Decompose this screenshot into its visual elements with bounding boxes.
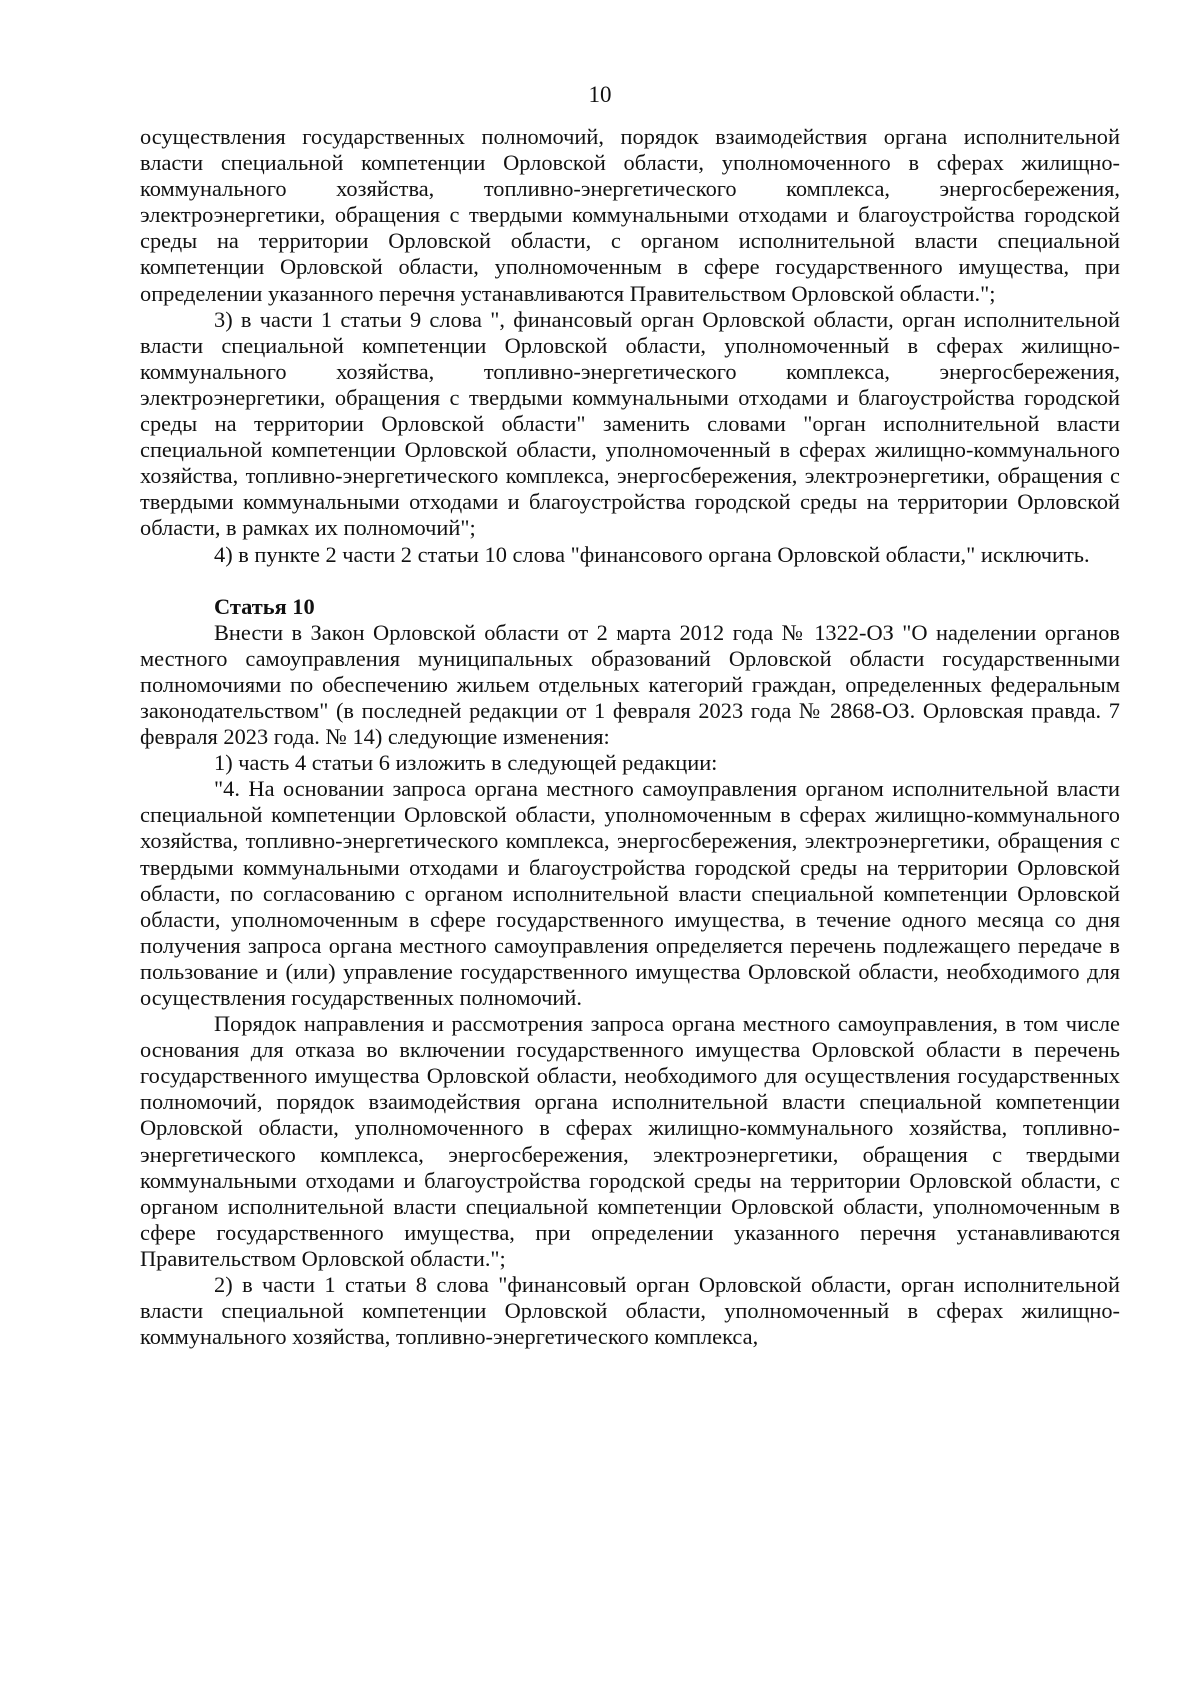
page-number: 10 bbox=[588, 82, 612, 107]
quoted-part-4: "4. На основании запроса органа местного самоуправления органом исполнительной власти специальной компетенции Орловской области, уполномоченным в сферах жилищно-коммунального хозяйства, топливно-энергетического комплекса, энергосбережения, электроэнергетики, обращения с твердыми коммунальными отходами и благоустройства городской среды на территории Орловской области, по согласованию с органом исполнительной власти специальной компетенции Орловской области, уполномоченным в сфере государственного имущества, в течение одного месяца со дня получения запроса органа местного самоуправления определяется перечень подлежащего передаче в пользование и (или) управление государственного имущества Орловской области, необходимого для осуществления государственных полномочий. bbox=[140, 776, 1120, 1010]
paragraph-continuation: осуществления государственных полномочий, порядок взаимодействия органа исполнительной власти специальной компетенции Орловской области, уполномоченного в сферах жилищно-коммунального хозяйства, топливно-энергетического комплекса, энергосбережения, электроэнергетики, обращения с твердыми коммунальными отходами и благоустройства городской среды на территории Орловской области, с органом исполнительной власти специальной компетенции Орловской области, уполномоченным в сфере государственного имущества, при определении указанного перечня устанавливаются Правительством Орловской области."; bbox=[140, 124, 1120, 306]
list-item-3: 3) в части 1 статьи 9 слова ", финансовый орган Орловской области, орган исполнительной власти специальной компетенции Орловской области, уполномоченный в сферах жилищно-коммунального хозяйства, топливно-энергетического комплекса, энергосбережения, электроэнергетики, обращения с твердыми коммунальными отходами и благоустройства городской среды на территории Орловской области" заменить словами "орган исполнительной власти специальной компетенции Орловской области, уполномоченный в сферах жилищно-коммунального хозяйства, топливно-энергетического комплекса, энергосбережения, электроэнергетики, обращения с твердыми коммунальными отходами и благоустройства городской среды на территории Орловской области, в рамках их полномочий"; bbox=[140, 306, 1120, 541]
article-heading: Статья 10 bbox=[214, 593, 315, 619]
quoted-procedure-paragraph: Порядок направления и рассмотрения запроса органа местного самоуправления, в том числе основания для отказа во включении государственного имущества Орловской области в перечень государственного имущества Орловской области, необходимого для осуществления государственных полномочий, порядок взаимодействия органа исполнительной власти специальной компетенции Орловской области, уполномоченного в сферах жилищно-коммунального хозяйства, топливно-энергетического комплекса, энергосбережения, электроэнергетики, обращения с твердыми коммунальными отходами и благоустройства городской среды на территории Орловской области, с органом исполнительной власти специальной компетенции Орловской области, уполномоченным в сфере государственного имущества, при определении указанного перечня устанавливаются Правительством Орловской области."; bbox=[140, 1011, 1120, 1271]
list-item-2: 2) в части 1 статьи 8 слова "финансовый орган Орловской области, орган исполнительной власти специальной компетенции Орловской области, уполномоченный в сферах жилищно-коммунального хозяйства, топливно-энергетического комплекса, bbox=[140, 1272, 1120, 1350]
list-item-4: 4) в пункте 2 части 2 статьи 10 слова "финансового органа Орловской области," исключить. bbox=[214, 541, 1090, 567]
article-intro: Внести в Закон Орловской области от 2 марта 2012 года № 1322-ОЗ "О наделении органов местного самоуправления муниципальных образований Орловской области государственными полномочиями по обеспечению жильем отдельных категорий граждан, определенных федеральным законодательством" (в последней редакции от 1 февраля 2023 года № 2868-ОЗ. Орловская правда. 7 февраля 2023 года. № 14) следующие изменения: bbox=[140, 619, 1120, 750]
document-body bbox=[140, 124, 1120, 1350]
list-item-1: 1) часть 4 статьи 6 изложить в следующей редакции: bbox=[214, 750, 718, 776]
